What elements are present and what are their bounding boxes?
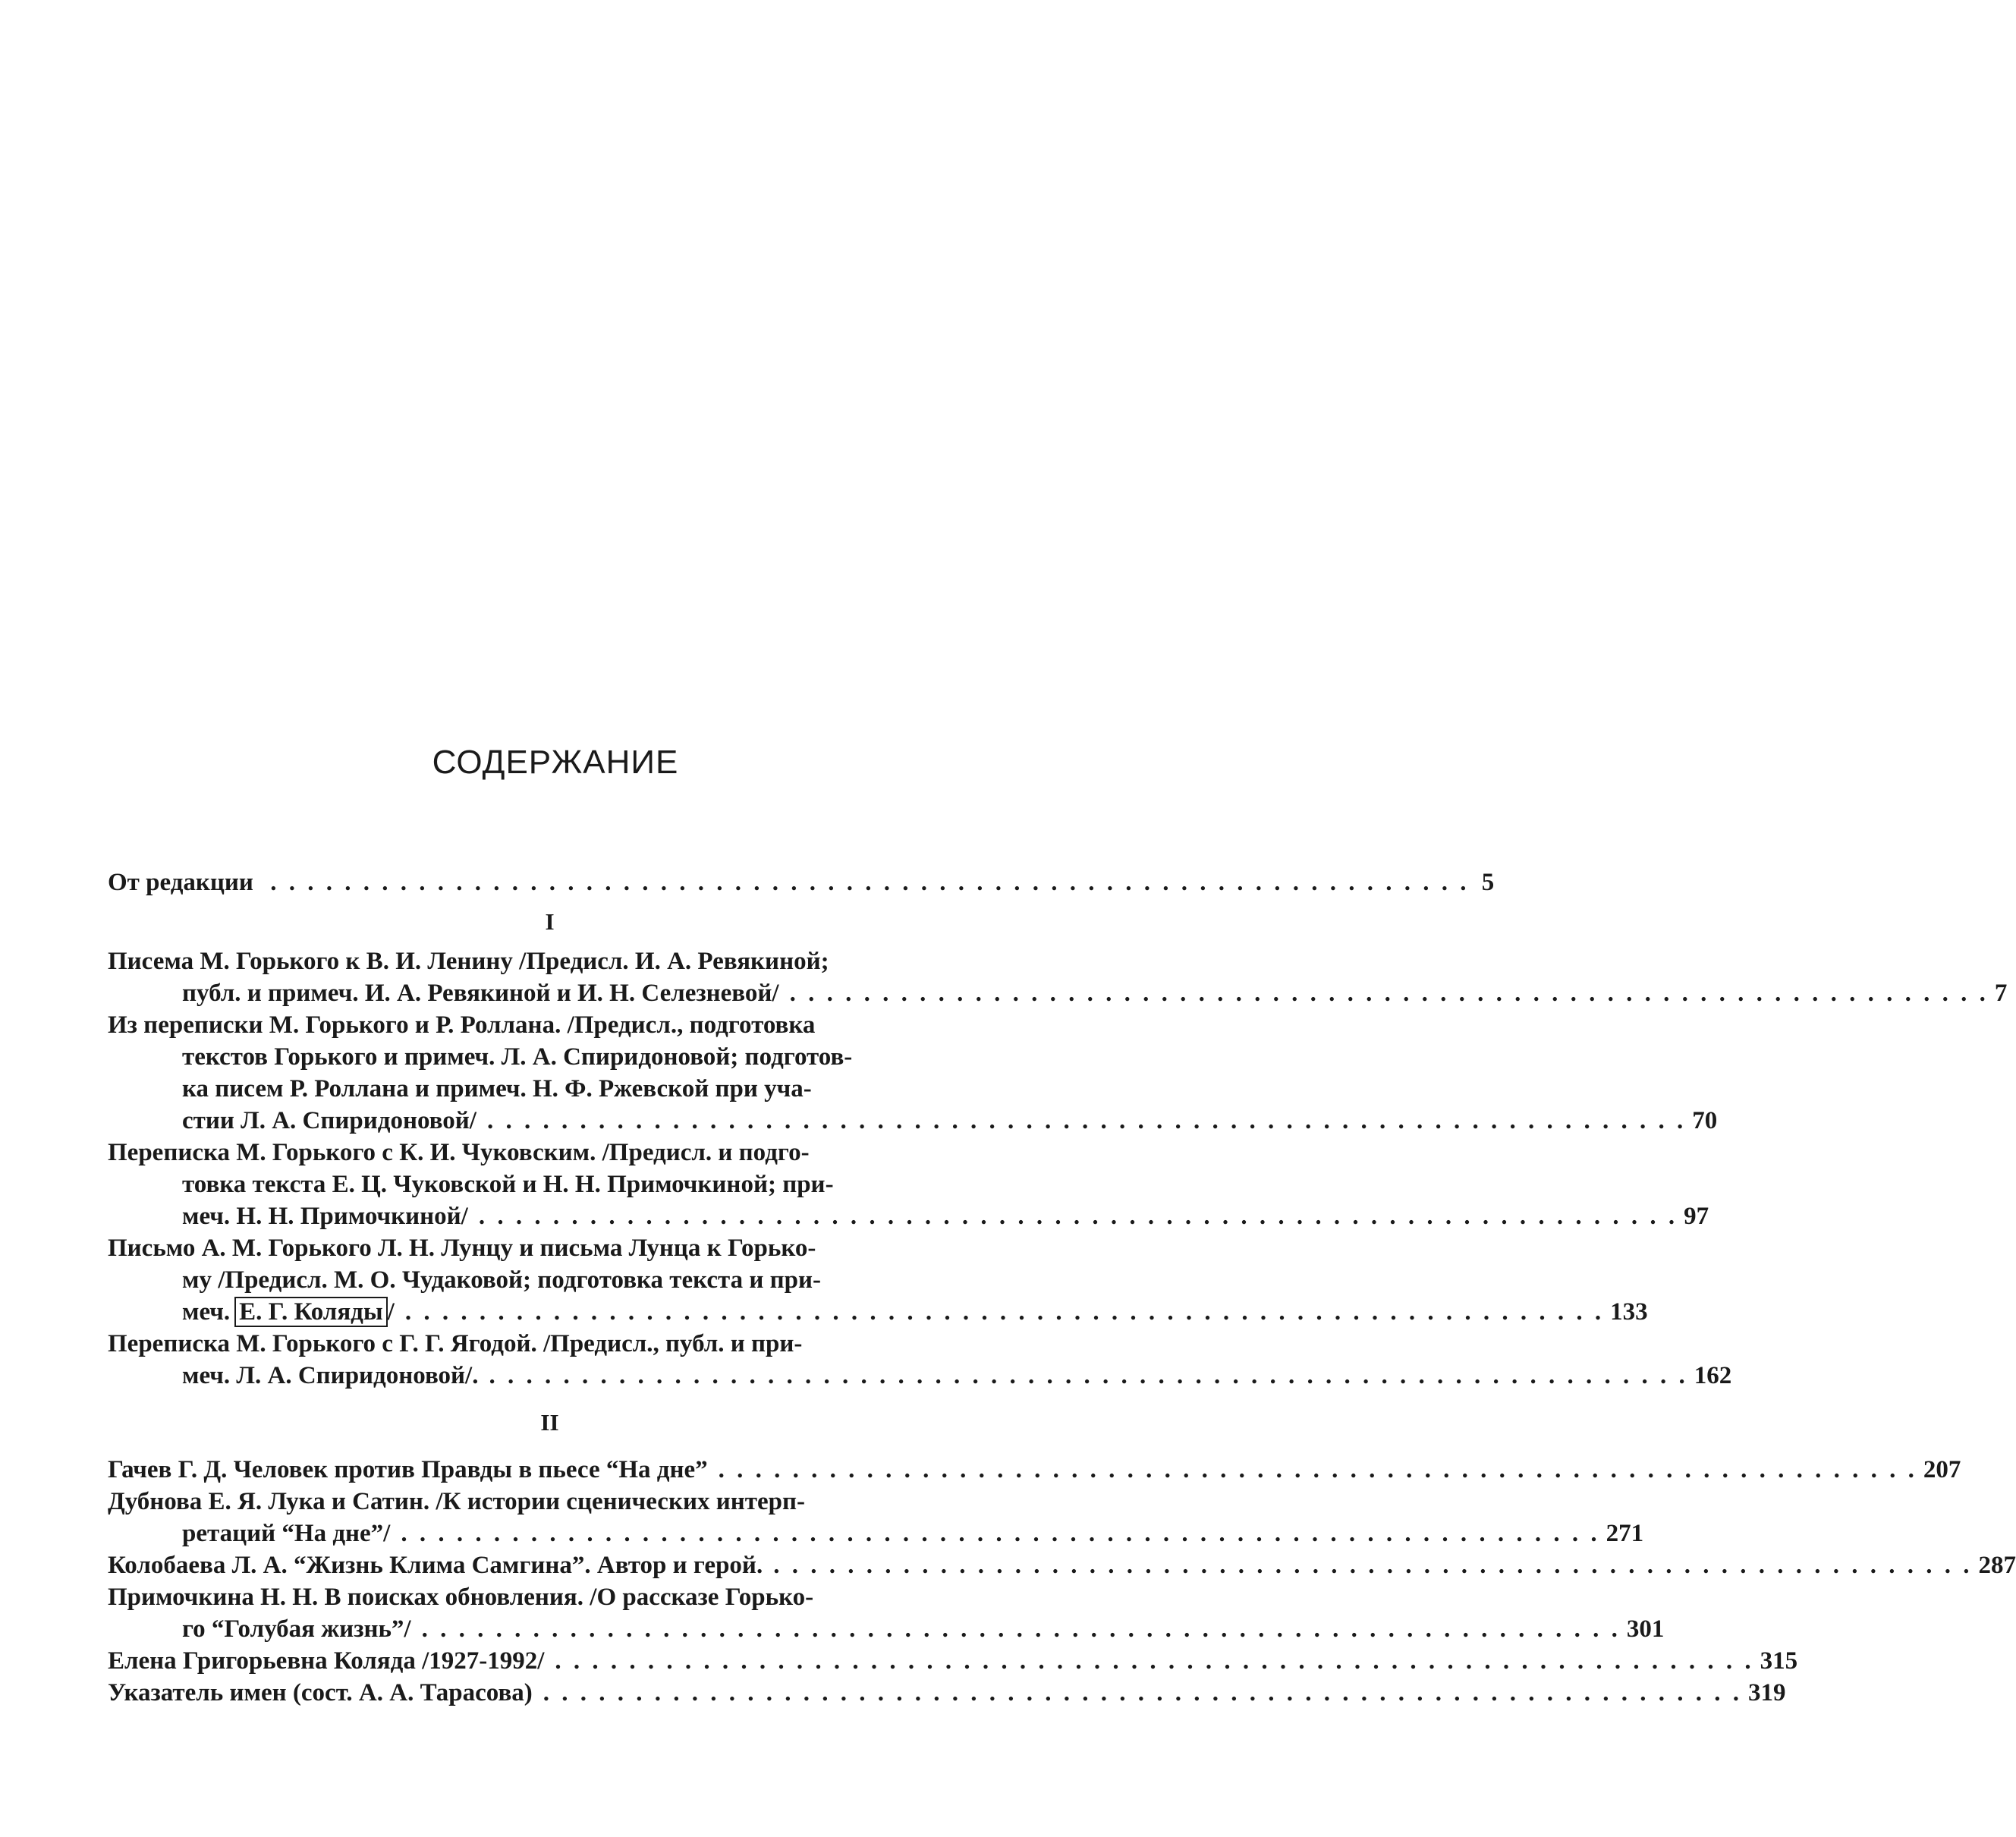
toc-entry-text: меч.	[182, 1298, 231, 1326]
toc-entry	[108, 1549, 2016, 1581]
toc-page-number: 319	[1748, 1679, 1786, 1706]
toc-entry-line: стии Л. А. Спиридоновой/	[182, 1107, 476, 1134]
leader-dots	[468, 1203, 1678, 1230]
toc-page-number: 315	[1760, 1647, 1798, 1675]
toc-entry-line: го “Голубая жизнь”/	[182, 1615, 411, 1643]
toc-entry-line: текстов Горького и примеч. Л. А. Спиридоновой; подготов-	[182, 1043, 853, 1071]
toc-entry-line: Из переписки М. Горького и Р. Роллана. /Предисл., подготовка	[108, 1011, 816, 1039]
leader-dots	[259, 869, 1469, 896]
toc-page-number: 5	[1481, 869, 1495, 896]
leader-dots	[708, 1456, 1917, 1483]
toc-entry-line: ретаций “На дне”/	[182, 1520, 391, 1547]
toc-entry	[108, 1645, 1798, 1677]
boxed-name: Е. Г. Коляды	[234, 1297, 387, 1327]
toc-page-number: 133	[1610, 1298, 1648, 1326]
toc-entry-title: От редакции	[108, 869, 253, 896]
leader-dots	[411, 1615, 1621, 1643]
toc-entry	[108, 1486, 1644, 1549]
toc-entry-line: Переписка М. Горького с Г. Г. Ягодой. /Предисл., публ. и при-	[108, 1330, 803, 1357]
leader-dots	[544, 1647, 1753, 1675]
leader-dots	[763, 1552, 1972, 1579]
leader-dots	[478, 1362, 1687, 1389]
leader-dots	[395, 1298, 1604, 1326]
toc-page-number: 301	[1626, 1615, 1665, 1643]
section-numeral-1: I	[545, 908, 555, 935]
toc-page-number: 207	[1923, 1456, 1961, 1483]
toc-entry-line: Колобаева Л. А. “Жизнь Клима Самгина”. Автор и герой.	[108, 1552, 763, 1579]
toc-entry-line	[182, 1298, 395, 1326]
toc-entry	[108, 945, 2008, 1009]
page-title: СОДЕРЖАНИЕ	[432, 744, 679, 781]
toc-entry	[108, 1328, 1732, 1392]
table-of-contents	[108, 867, 2016, 1709]
toc-entry-line: Гачев Г. Д. Человек против Правды в пьесе “На дне”	[108, 1456, 708, 1483]
toc-page-number: 7	[1994, 980, 2008, 1007]
toc-entry-line: меч. Л. А. Спиридоновой/.	[182, 1362, 479, 1389]
toc-page-number: 70	[1692, 1107, 1718, 1134]
toc-entry-line: Примочкина Н. Н. В поисках обновления. /О рассказе Горько-	[108, 1584, 814, 1611]
toc-page-number: 97	[1684, 1203, 1709, 1230]
toc-entry-line: ка писем Р. Роллана и примеч. Н. Ф. Ржевской при уча-	[182, 1075, 812, 1103]
leader-dots	[390, 1520, 1599, 1547]
toc-entry	[108, 1009, 1718, 1137]
toc-entry	[108, 1677, 1786, 1709]
toc-entry-line: Указатель имен (сост. А. А. Тарасова)	[108, 1679, 533, 1706]
toc-entry-line: товка текста Е. Ц. Чуковской и Н. Н. Примочкиной; при-	[182, 1171, 834, 1198]
toc-entry	[108, 1581, 1665, 1645]
toc-entry	[108, 1454, 1961, 1486]
toc-entry-line: му /Предисл. М. О. Чудаковой; подготовка текста и при-	[182, 1266, 821, 1294]
toc-entry-line: меч. Н. Н. Примочкиной/	[182, 1203, 468, 1230]
toc-entry-line: Дубнова Е. Я. Лука и Сатин. /К истории сценических интерп-	[108, 1488, 805, 1515]
section-2-entries	[108, 1454, 2016, 1709]
toc-page-number: 287	[1978, 1552, 2016, 1579]
toc-page-number: 271	[1606, 1520, 1644, 1547]
leader-dots	[533, 1679, 1742, 1706]
leader-dots	[476, 1107, 1686, 1134]
toc-page-number: 162	[1694, 1362, 1732, 1389]
toc-entry-text: /	[387, 1298, 395, 1326]
section-numeral-2: II	[540, 1409, 559, 1436]
toc-entry-line: Письмо А. М. Горького Л. Н. Лунцу и письма Лунца к Горько-	[108, 1235, 816, 1262]
toc-entry-line: Переписка М. Горького с К. И. Чуковским. /Предисл. и подго-	[108, 1139, 810, 1166]
toc-entry	[108, 1137, 1709, 1232]
toc-entry-editorial	[108, 867, 1495, 898]
section-1-entries	[108, 945, 2008, 1392]
toc-entry	[108, 1232, 1648, 1328]
toc-entry-line: публ. и примеч. И. А. Ревякиной и И. Н. Селезневой/	[182, 980, 779, 1007]
toc-entry-line: Елена Григорьевна Коляда /1927-1992/	[108, 1647, 545, 1675]
leader-dots	[779, 980, 1989, 1007]
toc-entry-line: Писема М. Горького к В. И. Ленину /Предисл. И. А. Ревякиной;	[108, 948, 829, 975]
